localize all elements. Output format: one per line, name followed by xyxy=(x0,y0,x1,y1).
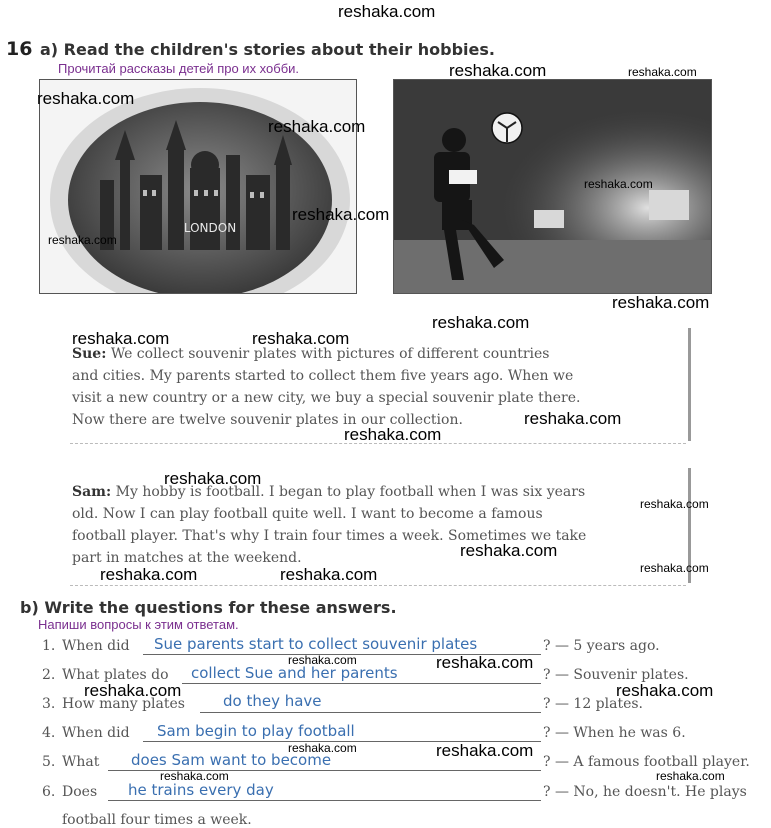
watermark: reshaka.com xyxy=(616,681,714,700)
question-response: ? — No, he doesn't. He plays xyxy=(543,784,747,800)
question-number: 2. xyxy=(42,667,56,683)
watermark: reshaka.com xyxy=(449,61,547,80)
watermark: reshaka.com xyxy=(100,565,198,584)
story-line: football player. That's why I train four times a week. Sometimes we take xyxy=(72,528,587,544)
watermark: reshaka.com xyxy=(292,205,390,224)
story-frame-bar xyxy=(688,328,691,441)
question-response: ? — A famous football player. xyxy=(543,754,750,770)
question-number: 1. xyxy=(42,638,56,654)
question-response: ? — 5 years ago. xyxy=(543,638,660,654)
watermark: reshaka.com xyxy=(37,89,135,108)
watermark: reshaka.com xyxy=(436,653,534,672)
watermark: reshaka.com xyxy=(432,313,530,332)
answer-line xyxy=(200,712,541,713)
story-name: Sam: xyxy=(72,484,112,500)
watermark: reshaka.com xyxy=(460,541,558,560)
part-b-subheading: Напиши вопросы к этим ответам. xyxy=(38,617,239,632)
football-player-photo xyxy=(393,79,712,294)
story-line: My hobby is football. I began to play football when I was six years xyxy=(115,484,586,500)
watermark: reshaka.com xyxy=(280,565,378,584)
story-line: part in matches at the weekend. xyxy=(72,550,302,566)
question-number: 6. xyxy=(42,784,56,800)
plate-caption: LONDON xyxy=(183,221,237,235)
story-separator xyxy=(70,585,686,586)
question-response: ? — Souvenir plates. xyxy=(543,667,689,683)
task-number: 16 xyxy=(6,38,33,60)
watermark: reshaka.com xyxy=(160,769,229,783)
watermark: reshaka.com xyxy=(48,233,117,247)
watermark: reshaka.com xyxy=(84,681,182,700)
answer-line xyxy=(182,683,541,684)
story-line: We collect souvenir plates with pictures of different countries xyxy=(110,346,550,362)
watermark: reshaka.com xyxy=(288,653,357,667)
answer-field[interactable]: do they have xyxy=(223,692,322,710)
answer-field[interactable]: Sue parents start to collect souvenir plates xyxy=(154,635,478,653)
story-line: visit a new country or a new city, we buy a special souvenir plate there. xyxy=(72,390,581,406)
watermark: reshaka.com xyxy=(628,65,697,79)
question-prefix: When did xyxy=(62,638,130,654)
story-sam xyxy=(72,481,682,569)
question-continuation: football four times a week. xyxy=(62,812,252,828)
answer-field[interactable]: Sam begin to play football xyxy=(157,722,355,740)
watermark: reshaka.com xyxy=(612,293,710,312)
watermark: reshaka.com xyxy=(288,741,357,755)
answer-field[interactable]: does Sam want to become xyxy=(131,751,332,769)
watermark: reshaka.com xyxy=(640,561,709,575)
watermark: reshaka.com xyxy=(72,329,170,348)
question-number: 3. xyxy=(42,696,56,712)
question-response: ? — 12 plates. xyxy=(543,696,644,712)
story-line: Now there are twelve souvenir plates in our collection. xyxy=(72,412,463,428)
watermark: reshaka.com xyxy=(524,409,622,428)
question-prefix: When did xyxy=(62,725,130,741)
story-name: Sue: xyxy=(72,346,107,362)
question-response: ? — When he was 6. xyxy=(543,725,686,741)
question-prefix: What xyxy=(62,754,100,770)
watermark: reshaka.com xyxy=(164,469,262,488)
watermark: reshaka.com xyxy=(584,177,653,191)
question-number: 5. xyxy=(42,754,56,770)
watermark: reshaka.com xyxy=(436,741,534,760)
question-prefix: What plates do xyxy=(62,667,169,683)
question-prefix: How many plates xyxy=(62,696,185,712)
watermark: reshaka.com xyxy=(640,497,709,511)
watermark: reshaka.com xyxy=(338,2,436,21)
watermark: reshaka.com xyxy=(656,769,725,783)
watermark: reshaka.com xyxy=(344,425,442,444)
answer-field[interactable]: he trains every day xyxy=(128,781,274,799)
question-prefix: Does xyxy=(62,784,98,800)
part-a-heading: a) Read the children's stories about their hobbies. xyxy=(40,40,495,59)
part-b-heading: b) Write the questions for these answers. xyxy=(20,598,397,617)
answer-field[interactable]: collect Sue and her parents xyxy=(191,664,398,682)
watermark: reshaka.com xyxy=(268,117,366,136)
story-line: and cities. My parents started to collect them five years ago. When we xyxy=(72,368,574,384)
story-line: old. Now I can play football quite well. I want to become a famous xyxy=(72,506,543,522)
answer-line xyxy=(108,800,541,801)
souvenir-plate-photo xyxy=(39,79,357,294)
question-number: 4. xyxy=(42,725,56,741)
watermark: reshaka.com xyxy=(252,329,350,348)
part-a-subheading: Прочитай рассказы детей про их хобби. xyxy=(58,61,300,76)
